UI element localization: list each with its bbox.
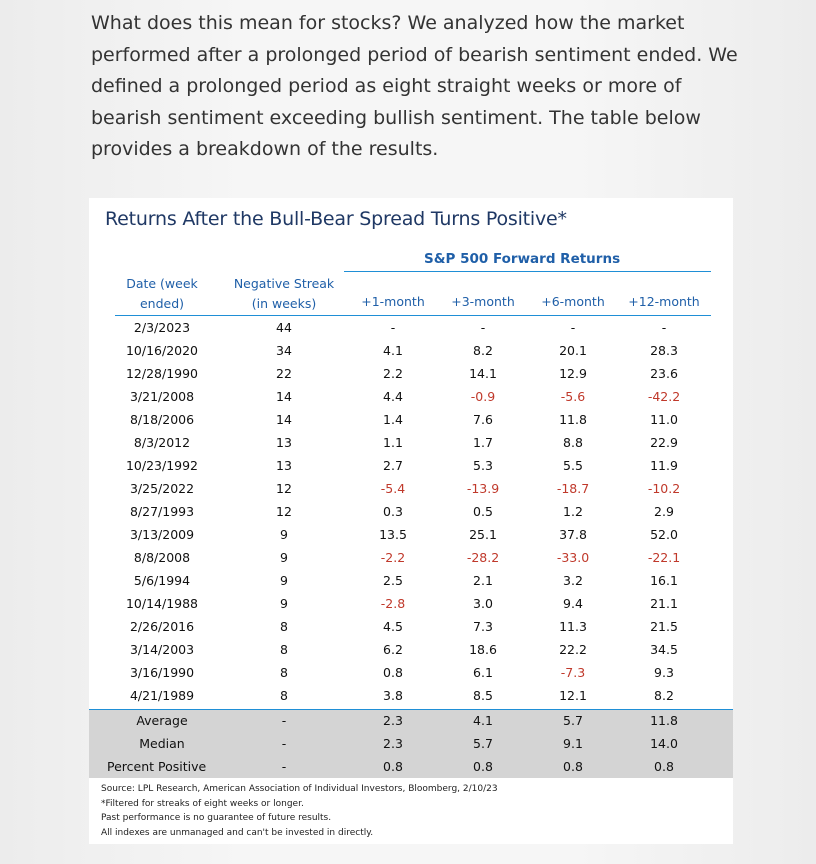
cell-date: 5/6/1994	[133, 573, 191, 588]
footnote-line: *Filtered for streaks of eight weeks or longer.	[101, 798, 304, 809]
cell-streak: 8	[280, 642, 288, 657]
cell-m1: 1.1	[383, 435, 403, 450]
cell-streak: 9	[280, 527, 288, 542]
cell-m12: 16.1	[650, 573, 678, 588]
cell-streak: -	[281, 736, 287, 751]
cell-m6: 9.4	[563, 596, 583, 611]
cell-m1: 2.3	[383, 713, 403, 728]
table-row	[89, 684, 733, 707]
cell-streak: 8	[280, 619, 288, 634]
cell-m3: -13.9	[466, 481, 500, 496]
summary-row	[89, 709, 733, 732]
returns-table-figure	[89, 198, 733, 844]
cell-date: 4/21/1989	[129, 688, 195, 703]
cell-m6: 11.3	[559, 619, 587, 634]
cell-m3: 8.2	[473, 343, 493, 358]
summary-row	[89, 755, 733, 778]
cell-streak: -	[281, 759, 287, 774]
footnote-line: Source: LPL Research, American Association of Individual Investors, Bloomberg, 2/10/23	[101, 784, 498, 794]
cell-date: 10/14/1988	[125, 596, 199, 611]
cell-m12: 11.9	[650, 458, 678, 473]
cell-streak: 12	[276, 504, 292, 519]
column-header-6-month: +6-month	[541, 294, 605, 309]
cell-date: 3/14/2003	[129, 642, 195, 657]
cell-m3: 25.1	[469, 527, 497, 542]
table-row	[89, 569, 733, 592]
summary-row	[89, 732, 733, 755]
cell-streak: 13	[276, 435, 292, 450]
column-header-streak-line1: Negative Streak	[233, 276, 335, 291]
cell-m12: -10.2	[647, 481, 681, 496]
cell-m6: -5.6	[560, 389, 586, 404]
cell-m6: -33.0	[556, 550, 590, 565]
cell-date: 10/16/2020	[125, 343, 199, 358]
cell-date: 3/13/2009	[129, 527, 195, 542]
table-row	[89, 362, 733, 385]
cell-m6: 37.8	[559, 527, 587, 542]
cell-m1: 1.4	[383, 412, 403, 427]
cell-m12: 28.3	[650, 343, 678, 358]
table-row	[89, 454, 733, 477]
footnotes	[101, 782, 701, 840]
cell-m12: 11.8	[650, 713, 678, 728]
figure-title: Returns After the Bull-Bear Spread Turns Positive*	[105, 208, 567, 230]
cell-m6: 5.5	[563, 458, 583, 473]
cell-date: 12/28/1990	[125, 366, 199, 381]
cell-m6: 3.2	[563, 573, 583, 588]
cell-m6: 1.2	[563, 504, 583, 519]
cell-date: 8/27/1993	[129, 504, 195, 519]
cell-label: Median	[139, 736, 185, 751]
cell-streak: 34	[276, 343, 292, 358]
cell-m6: 5.7	[563, 713, 583, 728]
table-row	[89, 500, 733, 523]
cell-m12: 23.6	[650, 366, 678, 381]
cell-date: 8/8/2008	[133, 550, 191, 565]
table-row	[89, 477, 733, 500]
cell-m3: 0.8	[473, 759, 493, 774]
column-header-streak-line2: (in weeks)	[251, 296, 317, 311]
cell-m1: -2.8	[380, 596, 406, 611]
cell-m3: 2.1	[473, 573, 493, 588]
cell-m12: 34.5	[650, 642, 678, 657]
cell-m1: 4.5	[383, 619, 403, 634]
cell-m3: 3.0	[473, 596, 493, 611]
group-header-rule	[344, 271, 711, 272]
cell-streak: -	[281, 713, 287, 728]
cell-m3: 8.5	[473, 688, 493, 703]
intro-paragraph: What does this mean for stocks? We analyzed how the market performed after a prolonged period of bearish sentiment ended. We defined a prolonged period as eight straight weeks or more of bearish sentiment exceeding bullish sentiment. The table below provides a breakdown of the results.	[91, 12, 738, 160]
cell-streak: 8	[280, 665, 288, 680]
summary-block	[89, 709, 733, 778]
cell-m1: 2.2	[383, 366, 403, 381]
cell-m12: 0.8	[654, 759, 674, 774]
cell-m3: 5.3	[473, 458, 493, 473]
column-header-3-month: +3-month	[451, 294, 515, 309]
cell-streak: 14	[276, 412, 292, 427]
cell-m12: 9.3	[654, 665, 674, 680]
cell-m3: 0.5	[473, 504, 493, 519]
cell-m1: 2.3	[383, 736, 403, 751]
cell-m1: 3.8	[383, 688, 403, 703]
cell-m1: 13.5	[379, 527, 407, 542]
cell-m6: -	[570, 320, 576, 335]
cell-m6: 12.1	[559, 688, 587, 703]
cell-streak: 8	[280, 688, 288, 703]
cell-streak: 9	[280, 573, 288, 588]
cell-m3: 18.6	[469, 642, 497, 657]
cell-m12: -42.2	[647, 389, 681, 404]
cell-m6: 12.9	[559, 366, 587, 381]
cell-m12: 52.0	[650, 527, 678, 542]
cell-m12: -22.1	[647, 550, 681, 565]
cell-m12: 14.0	[650, 736, 678, 751]
column-header-streak	[224, 274, 344, 314]
table-row	[89, 523, 733, 546]
cell-date: 3/25/2022	[129, 481, 195, 496]
cell-m6: 0.8	[563, 759, 583, 774]
cell-m12: 11.0	[650, 412, 678, 427]
table-row	[89, 661, 733, 684]
cell-m12: 21.1	[650, 596, 678, 611]
cell-m1: 2.7	[383, 458, 403, 473]
cell-m6: -7.3	[560, 665, 586, 680]
table-row	[89, 638, 733, 661]
column-header-date-line1: Date (week	[126, 276, 198, 291]
footnote-line: All indexes are unmanaged and can't be invested in directly.	[101, 827, 374, 838]
cell-m1: -	[390, 320, 396, 335]
cell-m1: 0.8	[383, 665, 403, 680]
cell-label: Average	[136, 713, 188, 728]
cell-m1: -2.2	[380, 550, 406, 565]
cell-streak: 14	[276, 389, 292, 404]
footnote-line: Past performance is no guarantee of future results.	[101, 813, 332, 823]
table-row	[89, 431, 733, 454]
cell-m12: -	[661, 320, 667, 335]
cell-date: 8/3/2012	[133, 435, 191, 450]
table-row	[89, 546, 733, 569]
cell-m12: 21.5	[650, 619, 678, 634]
cell-date: 3/16/1990	[129, 665, 195, 680]
cell-m3: 7.3	[473, 619, 493, 634]
column-header-12-month: +12-month	[628, 294, 700, 309]
cell-m1: 4.4	[383, 389, 403, 404]
cell-m6: 22.2	[559, 642, 587, 657]
cell-date: 3/21/2008	[129, 389, 195, 404]
cell-m1: 2.5	[383, 573, 403, 588]
cell-streak: 44	[276, 320, 292, 335]
cell-m3: 14.1	[469, 366, 497, 381]
cell-m3: -0.9	[470, 389, 496, 404]
cell-m12: 22.9	[650, 435, 678, 450]
cell-m6: -18.7	[556, 481, 590, 496]
cell-m3: 5.7	[473, 736, 493, 751]
cell-streak: 9	[280, 550, 288, 565]
cell-m3: 6.1	[473, 665, 493, 680]
cell-m6: 11.8	[559, 412, 587, 427]
cell-label: Percent Positive	[107, 759, 207, 774]
cell-date: 2/26/2016	[129, 619, 195, 634]
table-row	[89, 385, 733, 408]
cell-m1: 0.3	[383, 504, 403, 519]
table-row	[89, 592, 733, 615]
cell-date: 2/3/2023	[133, 320, 191, 335]
cell-streak: 9	[280, 596, 288, 611]
cell-m1: -5.4	[380, 481, 406, 496]
cell-m12: 2.9	[654, 504, 674, 519]
column-header-date-line2: ended)	[139, 296, 185, 311]
cell-m3: 1.7	[473, 435, 493, 450]
cell-date: 10/23/1992	[125, 458, 199, 473]
cell-m6: 9.1	[563, 736, 583, 751]
cell-m6: 8.8	[563, 435, 583, 450]
table-row	[89, 408, 733, 431]
cell-m3: 7.6	[473, 412, 493, 427]
cell-streak: 22	[276, 366, 292, 381]
cell-date: 8/18/2006	[129, 412, 195, 427]
cell-m12: 8.2	[654, 688, 674, 703]
cell-m6: 20.1	[559, 343, 587, 358]
cell-m1: 4.1	[383, 343, 403, 358]
cell-m1: 0.8	[383, 759, 403, 774]
cell-m1: 6.2	[383, 642, 403, 657]
cell-m3: -	[480, 320, 486, 335]
table-row	[89, 339, 733, 362]
column-header-1-month: +1-month	[361, 294, 425, 309]
column-header-date	[113, 274, 211, 314]
group-header: S&P 500 Forward Returns	[424, 251, 621, 267]
table-row	[89, 615, 733, 638]
table-row	[89, 316, 733, 339]
cell-m3: -28.2	[466, 550, 500, 565]
cell-streak: 12	[276, 481, 292, 496]
cell-streak: 13	[276, 458, 292, 473]
cell-m3: 4.1	[473, 713, 493, 728]
